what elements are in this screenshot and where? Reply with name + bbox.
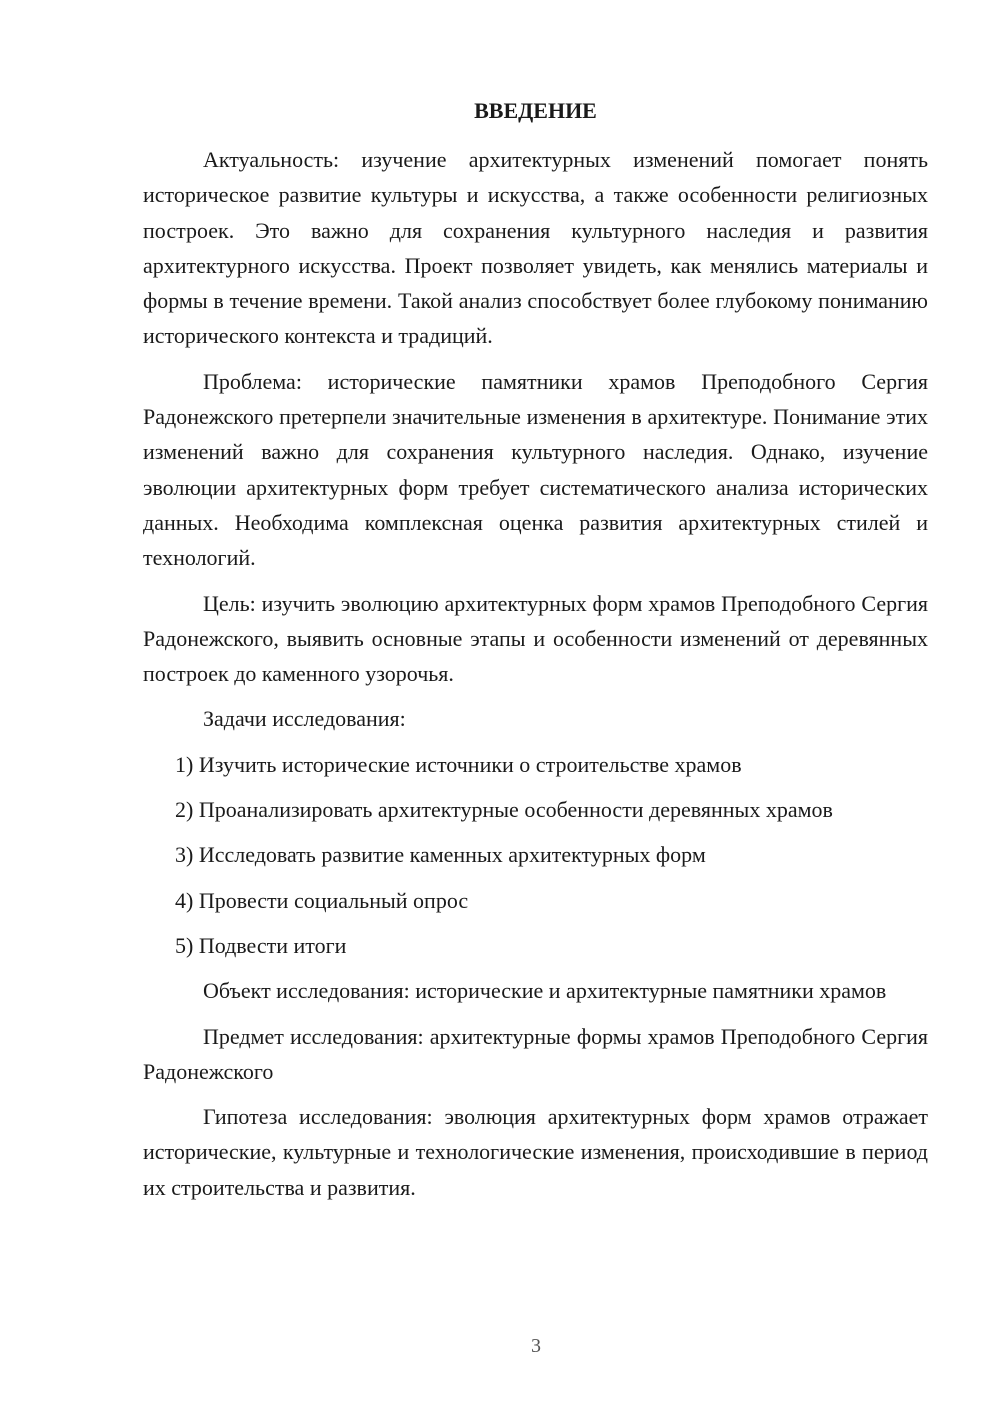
- task-item: 2) Проанализировать архитектурные особенности деревянных храмов: [175, 797, 833, 823]
- hypothesis-paragraph: Гипотеза исследования: эволюция архитектурных форм храмов отражает исторические, культурные и технологические изменения, происходившие в период их строительства и развития.: [143, 1104, 928, 1200]
- document-body: [143, 142, 928, 1215]
- tasks-title: Задачи исследования:: [203, 706, 406, 732]
- page-number: 3: [531, 1335, 541, 1357]
- goal-paragraph: Цель: изучить эволюцию архитектурных форм храмов Преподобного Сергия Радонежского, выявить основные этапы и особенности изменений от деревянных построек до каменного узорочья.: [143, 590, 928, 687]
- object-paragraph: Объект исследования: исторические и архитектурные памятники храмов: [203, 978, 887, 1004]
- relevance-paragraph: Актуальность: изучение архитектурных изменений помогает понять историческое развитие культуры и искусства, а также особенности религиозных построек. Это важно для сохранения культурного наследия и развития архитектурного искусства. Проект позволяет увидеть, как менялись материалы и формы в течение времени. Такой анализ способствует более глубокому пониманию исторического контекста и традиций.: [143, 147, 928, 349]
- page-heading: ВВЕДЕНИЕ: [474, 98, 597, 123]
- task-item: 3) Исследовать развитие каменных архитектурных форм: [175, 842, 706, 868]
- problem-paragraph: Проблема: исторические памятники храмов Преподобного Сергия Радонежского претерпели значительные изменения в архитектуре. Понимание этих изменений важно для сохранения культурного наследия. Однако, изучение эволюции архитектурных форм требует систематического анализа исторических данных. Необходима комплексная оценка развития архитектурных стилей и технологий.: [143, 368, 928, 571]
- task-item: 1) Изучить исторические источники о строительстве храмов: [175, 751, 742, 777]
- task-item: 5) Подвести итоги: [175, 932, 347, 958]
- subject-paragraph: Предмет исследования: архитектурные формы храмов Преподобного Сергия Радонежского: [143, 1023, 928, 1084]
- task-list: [143, 747, 928, 963]
- task-item: 4) Провести социальный опрос: [175, 887, 469, 913]
